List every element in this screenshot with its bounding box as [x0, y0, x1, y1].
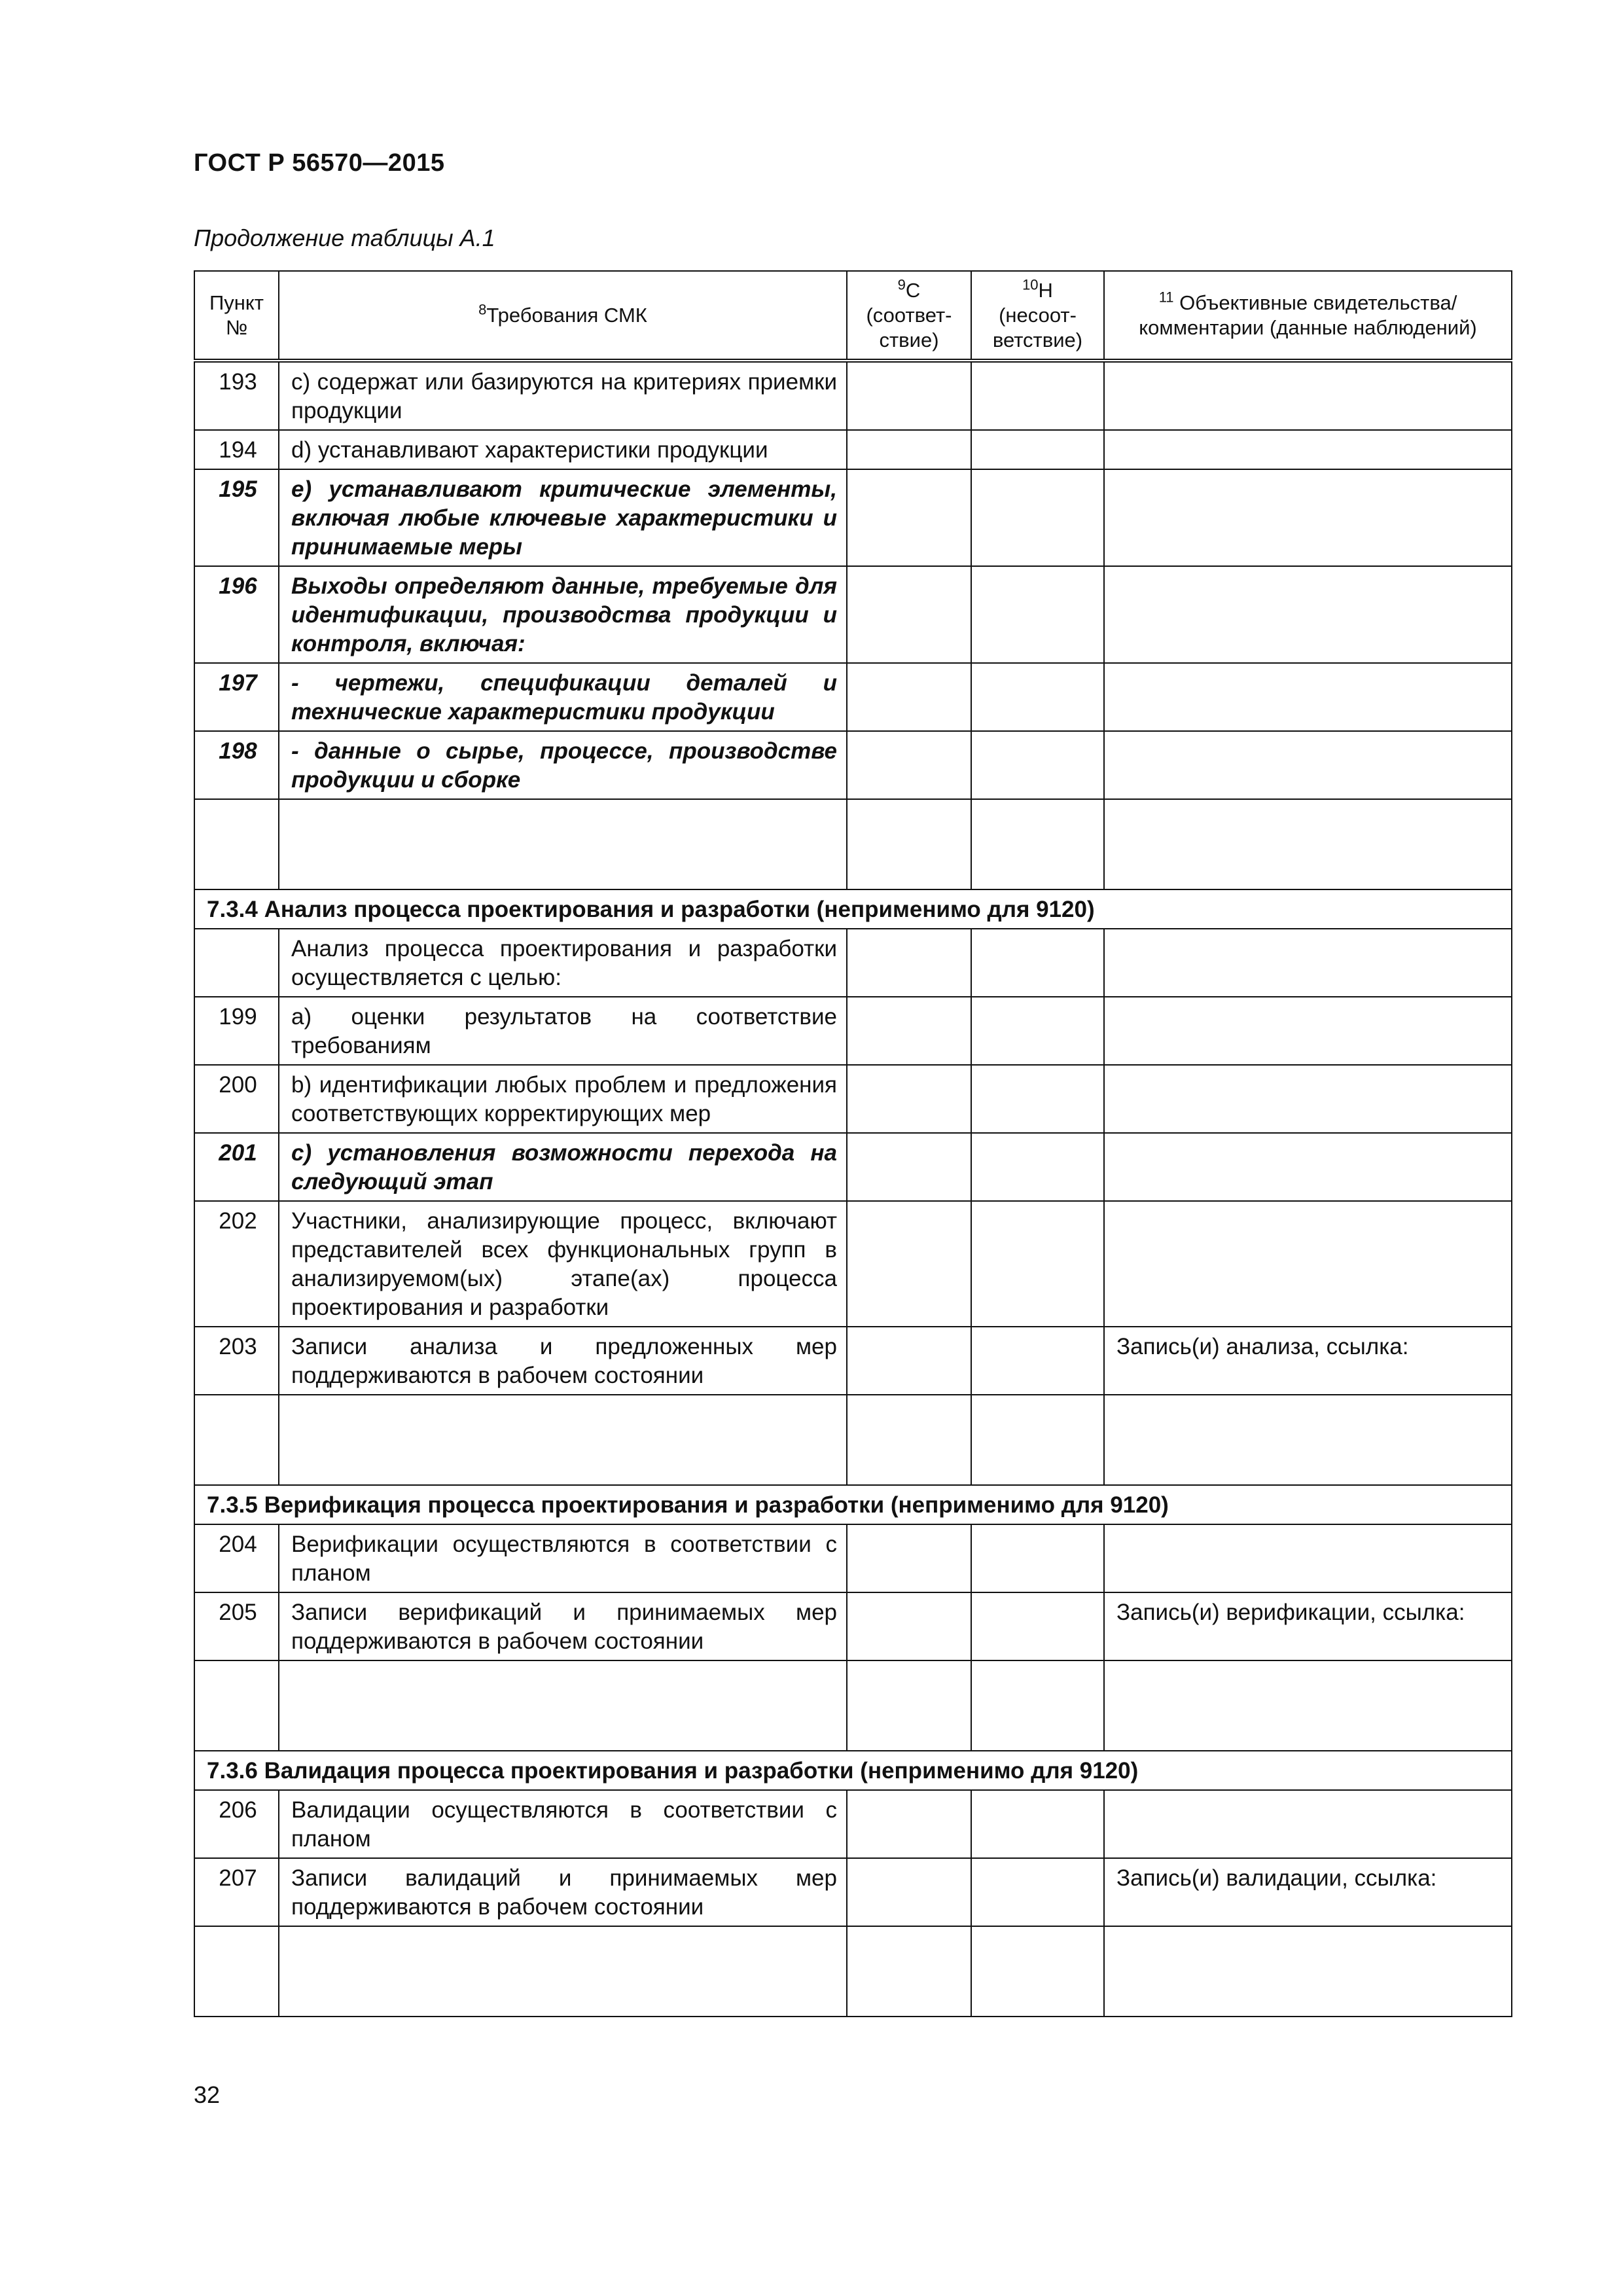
requirement-text: e) устанавливают критические элементы, включая любые ключевые характеристики и принимаемые меры [279, 469, 847, 566]
empty-cell [1104, 1395, 1512, 1485]
table-row [194, 1858, 1512, 1926]
section-heading-row [194, 1751, 1512, 1790]
nonconformity-cell [971, 929, 1104, 997]
table-row [194, 1524, 1512, 1592]
nonconformity-cell [971, 566, 1104, 663]
empty-cell [847, 1660, 971, 1751]
conformity-cell [847, 731, 971, 799]
requirement-text: Записи валидаций и принимаемых мер поддерживаются в рабочем состоянии [279, 1858, 847, 1926]
conformity-cell [847, 361, 971, 430]
requirement-text: d) устанавливают характеристики продукции [279, 430, 847, 469]
section-heading-row [194, 1485, 1512, 1524]
evidence-cell: Запись(и) анализа, ссылка: [1104, 1327, 1512, 1395]
evidence-cell [1104, 1065, 1512, 1133]
empty-cell [847, 799, 971, 889]
conformity-cell [847, 566, 971, 663]
conformity-cell [847, 430, 971, 469]
requirement-text: c) содержат или базируются на критериях приемки продукции [279, 361, 847, 430]
table-caption: Продолжение таблицы А.1 [194, 224, 495, 251]
table-row [194, 1592, 1512, 1660]
table-row [194, 1327, 1512, 1395]
col-header-conformity-desc: (соответ-ствие) [866, 303, 952, 351]
evidence-cell [1104, 430, 1512, 469]
requirement-text: Валидации осуществляются в соответствии с планом [279, 1790, 847, 1858]
item-number: 201 [194, 1133, 279, 1201]
item-number: 205 [194, 1592, 279, 1660]
item-number [194, 929, 279, 997]
conformity-cell [847, 1133, 971, 1201]
section-heading: 7.3.5 Верификация процесса проектирования и разработки (неприменимо для 9120) [194, 1485, 1512, 1524]
empty-cell [1104, 1660, 1512, 1751]
conformity-cell [847, 1327, 971, 1395]
item-number: 207 [194, 1858, 279, 1926]
nonconformity-cell [971, 663, 1104, 731]
nonconformity-cell [971, 430, 1104, 469]
item-number: 196 [194, 566, 279, 663]
page-number: 32 [194, 2081, 221, 2108]
evidence-cell [1104, 1133, 1512, 1201]
empty-cell [847, 1926, 971, 2017]
requirement-text: Анализ процесса проектирования и разработки осуществляется с целью: [279, 929, 847, 997]
nonconformity-cell [971, 1201, 1104, 1327]
nonconformity-cell [971, 731, 1104, 799]
empty-cell [1104, 799, 1512, 889]
item-number: 202 [194, 1201, 279, 1327]
table-header-row [194, 271, 1512, 361]
table-row [194, 430, 1512, 469]
blank-row [194, 1926, 1512, 2017]
empty-cell [971, 1926, 1104, 2017]
requirement-text: Верификации осуществляются в соответствии с планом [279, 1524, 847, 1592]
requirements-table [194, 270, 1512, 2017]
nonconformity-cell [971, 469, 1104, 566]
item-number: 206 [194, 1790, 279, 1858]
requirement-text: a) оценки результатов на соответствие требованиям [279, 997, 847, 1065]
conformity-cell [847, 929, 971, 997]
col-header-conformity [847, 271, 971, 361]
section-heading-row [194, 889, 1512, 929]
evidence-cell [1104, 566, 1512, 663]
item-number: 199 [194, 997, 279, 1065]
empty-cell [971, 799, 1104, 889]
col-header-requirements-label: Требования СМК [486, 303, 647, 327]
evidence-cell: Запись(и) валидации, ссылка: [1104, 1858, 1512, 1926]
evidence-cell [1104, 997, 1512, 1065]
nonconformity-cell [971, 1133, 1104, 1201]
col-header-num: Пункт № [194, 271, 279, 361]
requirement-text: Записи анализа и предложенных мер поддерживаются в рабочем состоянии [279, 1327, 847, 1395]
item-number: 200 [194, 1065, 279, 1133]
table-row [194, 663, 1512, 731]
nonconformity-cell [971, 361, 1104, 430]
table-row [194, 361, 1512, 430]
blank-row [194, 799, 1512, 889]
item-number: 194 [194, 430, 279, 469]
col-header-conformity-letter: С [905, 278, 921, 302]
section-heading: 7.3.4 Анализ процесса проектирования и разработки (неприменимо для 9120) [194, 889, 1512, 929]
conformity-cell [847, 1790, 971, 1858]
evidence-cell: Запись(и) верификации, ссылка: [1104, 1592, 1512, 1660]
evidence-cell [1104, 1201, 1512, 1327]
empty-cell [279, 1660, 847, 1751]
table-row [194, 929, 1512, 997]
col-header-nonconformity-desc: (несоот-ветствие) [992, 303, 1083, 351]
table-row [194, 1133, 1512, 1201]
table-row [194, 1201, 1512, 1327]
evidence-cell [1104, 929, 1512, 997]
col-header-nonconformity [971, 271, 1104, 361]
col-header-evidence [1104, 271, 1512, 361]
empty-cell [194, 1395, 279, 1485]
table-row [194, 731, 1512, 799]
item-number: 198 [194, 731, 279, 799]
conformity-cell [847, 1858, 971, 1926]
item-number: 197 [194, 663, 279, 731]
requirement-text: - чертежи, спецификации деталей и технические характеристики продукции [279, 663, 847, 731]
evidence-cell [1104, 361, 1512, 430]
table-row [194, 997, 1512, 1065]
table-row [194, 1790, 1512, 1858]
empty-cell [279, 1926, 847, 2017]
conformity-cell [847, 1592, 971, 1660]
conformity-cell [847, 1201, 971, 1327]
conformity-cell [847, 469, 971, 566]
requirement-text: Выходы определяют данные, требуемые для идентификации, производства продукции и контроля, включая: [279, 566, 847, 663]
footnote-9: 9 [897, 276, 906, 293]
requirement-text: - данные о сырье, процессе, производстве продукции и сборке [279, 731, 847, 799]
empty-cell [194, 1660, 279, 1751]
evidence-cell [1104, 469, 1512, 566]
col-header-nonconformity-letter: Н [1038, 278, 1053, 302]
nonconformity-cell [971, 1065, 1104, 1133]
empty-cell [1104, 1926, 1512, 2017]
empty-cell [194, 1926, 279, 2017]
empty-cell [279, 1395, 847, 1485]
empty-cell [194, 799, 279, 889]
requirement-text: c) установления возможности перехода на следующий этап [279, 1133, 847, 1201]
nonconformity-cell [971, 1858, 1104, 1926]
requirement-text: Записи верификаций и принимаемых мер поддерживаются в рабочем состоянии [279, 1592, 847, 1660]
conformity-cell [847, 997, 971, 1065]
footnote-8: 8 [478, 301, 487, 318]
blank-row [194, 1395, 1512, 1485]
col-header-requirements [279, 271, 847, 361]
empty-cell [279, 799, 847, 889]
conformity-cell [847, 1524, 971, 1592]
evidence-cell [1104, 663, 1512, 731]
item-number: 204 [194, 1524, 279, 1592]
evidence-cell [1104, 1790, 1512, 1858]
item-number: 193 [194, 361, 279, 430]
item-number: 195 [194, 469, 279, 566]
nonconformity-cell [971, 1327, 1104, 1395]
requirement-text: Участники, анализирующие процесс, включают представителей всех функциональных групп в анализируемом(ых) этапе(ах) процесса проектирования и разработки [279, 1201, 847, 1327]
nonconformity-cell [971, 1524, 1104, 1592]
table-body [194, 361, 1512, 2017]
empty-cell [971, 1395, 1104, 1485]
item-number: 203 [194, 1327, 279, 1395]
section-heading: 7.3.6 Валидация процесса проектирования и разработки (неприменимо для 9120) [194, 1751, 1512, 1790]
blank-row [194, 1660, 1512, 1751]
conformity-cell [847, 1065, 971, 1133]
empty-cell [847, 1395, 971, 1485]
nonconformity-cell [971, 1592, 1104, 1660]
nonconformity-cell [971, 1790, 1104, 1858]
table-row [194, 469, 1512, 566]
document-header: ГОСТ Р 56570—2015 [194, 149, 445, 177]
nonconformity-cell [971, 997, 1104, 1065]
empty-cell [971, 1660, 1104, 1751]
footnote-11: 11 [1158, 289, 1174, 306]
footnote-10: 10 [1022, 276, 1039, 293]
evidence-cell [1104, 731, 1512, 799]
conformity-cell [847, 663, 971, 731]
col-header-evidence-label: Объективные свидетельства/ комментарии (данные наблюдений) [1139, 291, 1477, 339]
table-row [194, 566, 1512, 663]
requirement-text: b) идентификации любых проблем и предложения соответствующих корректирующих мер [279, 1065, 847, 1133]
table-row [194, 1065, 1512, 1133]
evidence-cell [1104, 1524, 1512, 1592]
